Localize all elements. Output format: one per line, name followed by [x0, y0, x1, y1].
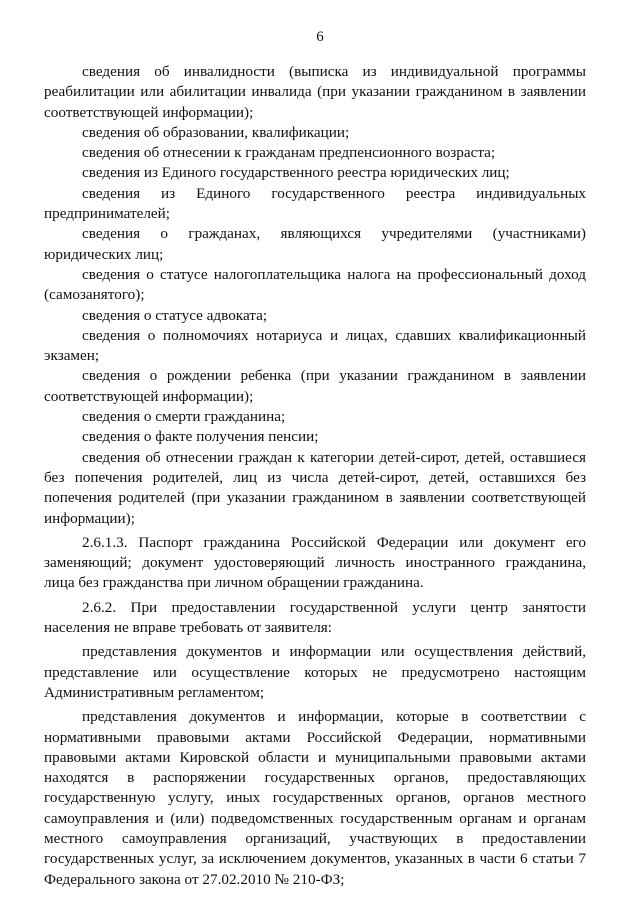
paragraph-founders-info: сведения о гражданах, являющихся учредителями (участниками) юридических лиц; [44, 225, 586, 263]
paragraph-extra-documents: представления документов и информации или осуществления действий, представление или осуществление которых не предусмотрено настоящим Административным регламентом; [44, 643, 586, 701]
paragraph-lawyer-status: сведения о статусе адвоката; [82, 306, 268, 324]
paragraph-education-info: сведения об образовании, квалификации; [82, 123, 350, 141]
paragraph-pre-pension-info: сведения об отнесении к гражданам предпенсионного возраста; [82, 144, 496, 162]
paragraph-2-6-2-prohibitions: 2.6.2. При предоставлении государственной услуги центр занятости населения не вправе требовать от заявителя: [44, 598, 586, 637]
paragraph-documents-held-by-agencies: представления документов и информации, которые в соответствии с нормативными правовыми актами Российской Федерации, нормативными правовыми актами Кировской области и муниципальными правовыми актами находятся в распоряжении государственных органов, предоставляющих государственную услугу, иных государственных органов, органов местного самоуправления и (или) подведомственных государственным органам и органам местного самоуправления организаций, участвующих в предоставлении государственных услуг, за исключением документов, указанных в части 6 статьи 7 Федерального закона от 27.02.2010 № 210-ФЗ; [44, 708, 586, 888]
paragraph-death-info: сведения о смерти гражданина; [82, 408, 286, 426]
paragraph-2-6-1-3-passport: 2.6.1.3. Паспорт гражданина Российской Федерации или документ его заменяющий; документ удостоверяющий личность иностранного гражданина, лица без гражданства при личном обращении гражданина. [44, 533, 586, 592]
document-body [44, 62, 586, 890]
page-number: 6 [316, 29, 324, 45]
paragraph-orphans-info: сведения об отнесении граждан к категории детей-сирот, детей, оставшиеся без попечения родителей, лиц из числа детей-сирот, детей, оставшихся без попечения родителей (при указании гражданином в заявлении соответствующей информации); [44, 448, 586, 527]
paragraph-disability-info: сведения об инвалидности (выписка из индивидуальной программы реабилитации или абилитации инвалида (при указании гражданином в заявлении соответствующей информации); [44, 63, 586, 121]
paragraph-entrepreneurs-registry: сведения из Единого государственного реестра индивидуальных предпринимателей; [44, 184, 586, 223]
paragraph-legal-entities-registry: сведения из Единого государственного реестра юридических лиц; [82, 164, 510, 182]
paragraph-self-employed-status: сведения о статусе налогоплательщика налога на профессиональный доход (самозанятого); [44, 265, 586, 304]
paragraph-pension-info: сведения о факте получения пенсии; [82, 428, 319, 446]
paragraph-child-birth-info: сведения о рождении ребенка (при указании гражданином в заявлении соответствующей информации); [44, 367, 586, 405]
paragraph-notary-powers: сведения о полномочиях нотариуса и лицах, сдавших квалификационный экзамен; [44, 326, 586, 365]
